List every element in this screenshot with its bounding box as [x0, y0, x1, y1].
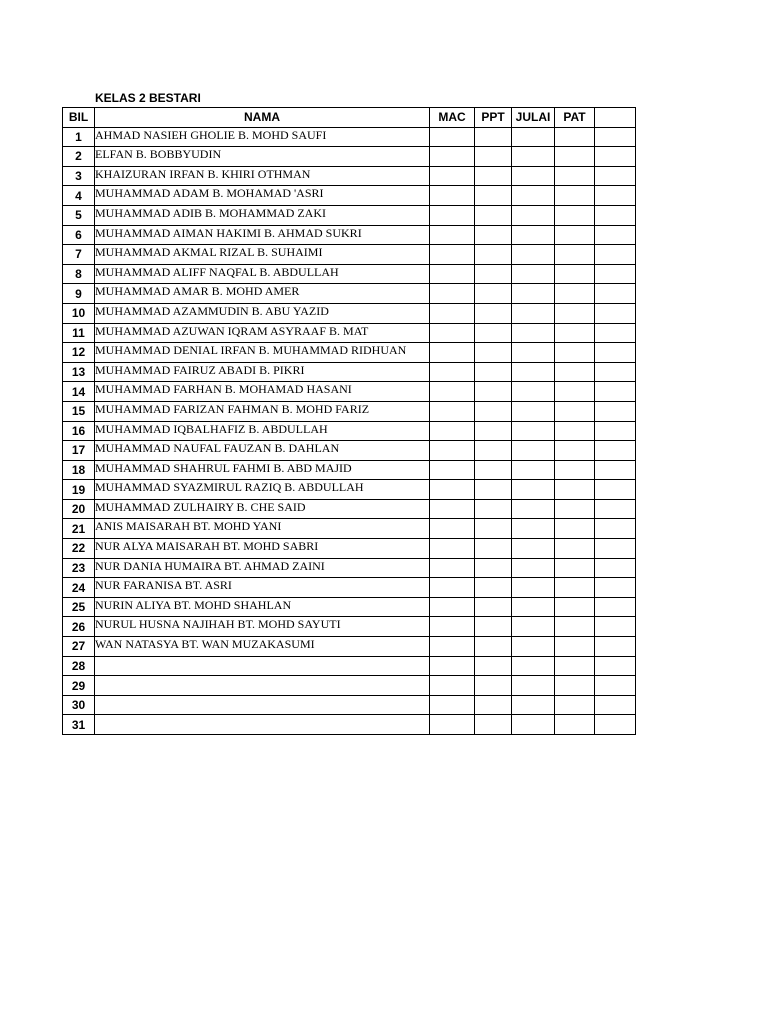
extra-cell: [595, 617, 636, 637]
julai-cell: [512, 499, 555, 519]
mac-cell: [430, 539, 475, 559]
student-name: [95, 676, 430, 696]
extra-cell: [595, 303, 636, 323]
ppt-cell: [475, 225, 512, 245]
student-name: MUHAMMAD ZULHAIRY B. CHE SAID: [95, 499, 430, 519]
row-number: 27: [63, 637, 95, 657]
extra-cell: [595, 499, 636, 519]
mac-cell: [430, 617, 475, 637]
student-name: [95, 656, 430, 676]
pat-cell: [555, 617, 595, 637]
mac-cell: [430, 597, 475, 617]
ppt-cell: [475, 421, 512, 441]
student-name: MUHAMMAD SYAZMIRUL RAZIQ B. ABDULLAH: [95, 480, 430, 500]
student-name: MUHAMMAD AMAR B. MOHD AMER: [95, 284, 430, 304]
extra-cell: [595, 205, 636, 225]
julai-cell: [512, 597, 555, 617]
row-number: 5: [63, 205, 95, 225]
ppt-cell: [475, 460, 512, 480]
mac-cell: [430, 303, 475, 323]
ppt-cell: [475, 362, 512, 382]
julai-cell: [512, 715, 555, 735]
ppt-cell: [475, 323, 512, 343]
row-number: 24: [63, 578, 95, 598]
mac-cell: [430, 715, 475, 735]
ppt-cell: [475, 558, 512, 578]
julai-cell: [512, 264, 555, 284]
ppt-cell: [475, 127, 512, 147]
row-number: 30: [63, 695, 95, 715]
mac-cell: [430, 695, 475, 715]
student-name: KHAIZURAN IRFAN B. KHIRI OTHMAN: [95, 166, 430, 186]
table-row: [63, 323, 636, 343]
ppt-cell: [475, 519, 512, 539]
pat-cell: [555, 676, 595, 696]
row-number: 23: [63, 558, 95, 578]
table-row: [63, 401, 636, 421]
table-row: [63, 343, 636, 363]
table-row: [63, 382, 636, 402]
extra-cell: [595, 460, 636, 480]
pat-cell: [555, 127, 595, 147]
extra-cell: [595, 225, 636, 245]
mac-cell: [430, 225, 475, 245]
table-row: [63, 441, 636, 461]
row-number: 25: [63, 597, 95, 617]
student-name: NUR DANIA HUMAIRA BT. AHMAD ZAINI: [95, 558, 430, 578]
row-number: 29: [63, 676, 95, 696]
row-number: 8: [63, 264, 95, 284]
student-name: ELFAN B. BOBBYUDIN: [95, 147, 430, 167]
table-row: [63, 460, 636, 480]
ppt-cell: [475, 441, 512, 461]
extra-cell: [595, 382, 636, 402]
header-nama: NAMA: [95, 108, 430, 128]
mac-cell: [430, 676, 475, 696]
ppt-cell: [475, 205, 512, 225]
pat-cell: [555, 637, 595, 657]
mac-cell: [430, 127, 475, 147]
mac-cell: [430, 499, 475, 519]
ppt-cell: [475, 676, 512, 696]
ppt-cell: [475, 695, 512, 715]
julai-cell: [512, 205, 555, 225]
header-julai: JULAI: [512, 108, 555, 128]
julai-cell: [512, 225, 555, 245]
julai-cell: [512, 558, 555, 578]
ppt-cell: [475, 480, 512, 500]
row-number: 6: [63, 225, 95, 245]
table-row: [63, 578, 636, 598]
extra-cell: [595, 578, 636, 598]
table-row: [63, 499, 636, 519]
extra-cell: [595, 421, 636, 441]
row-number: 4: [63, 186, 95, 206]
student-name: MUHAMMAD FARHAN B. MOHAMAD HASANI: [95, 382, 430, 402]
student-name: MUHAMMAD IQBALHAFIZ B. ABDULLAH: [95, 421, 430, 441]
header-bil: BIL: [63, 108, 95, 128]
table-row: [63, 558, 636, 578]
row-number: 13: [63, 362, 95, 382]
student-name: NUR FARANISA BT. ASRI: [95, 578, 430, 598]
student-name: MUHAMMAD AZUWAN IQRAM ASYRAAF B. MAT: [95, 323, 430, 343]
header-pat: PAT: [555, 108, 595, 128]
table-row: [63, 480, 636, 500]
pat-cell: [555, 499, 595, 519]
julai-cell: [512, 460, 555, 480]
mac-cell: [430, 656, 475, 676]
extra-cell: [595, 715, 636, 735]
julai-cell: [512, 382, 555, 402]
header-row: [63, 108, 636, 128]
julai-cell: [512, 578, 555, 598]
student-name: MUHAMMAD ALIFF NAQFAL B. ABDULLAH: [95, 264, 430, 284]
ppt-cell: [475, 637, 512, 657]
extra-cell: [595, 264, 636, 284]
row-number: 21: [63, 519, 95, 539]
julai-cell: [512, 166, 555, 186]
student-name: NURUL HUSNA NAJIHAH BT. MOHD SAYUTI: [95, 617, 430, 637]
row-number: 22: [63, 539, 95, 559]
julai-cell: [512, 362, 555, 382]
table-row: [63, 127, 636, 147]
table-row: [63, 205, 636, 225]
julai-cell: [512, 519, 555, 539]
extra-cell: [595, 245, 636, 265]
julai-cell: [512, 480, 555, 500]
mac-cell: [430, 166, 475, 186]
pat-cell: [555, 519, 595, 539]
row-number: 11: [63, 323, 95, 343]
student-name: MUHAMMAD FAIRUZ ABADI B. PIKRI: [95, 362, 430, 382]
extra-cell: [595, 539, 636, 559]
pat-cell: [555, 401, 595, 421]
table-row: [63, 186, 636, 206]
mac-cell: [430, 401, 475, 421]
ppt-cell: [475, 245, 512, 265]
table-row: [63, 715, 636, 735]
ppt-cell: [475, 539, 512, 559]
header-extra: [595, 108, 636, 128]
student-name: MUHAMMAD ADIB B. MOHAMMAD ZAKI: [95, 205, 430, 225]
row-number: 14: [63, 382, 95, 402]
pat-cell: [555, 421, 595, 441]
extra-cell: [595, 401, 636, 421]
mac-cell: [430, 460, 475, 480]
extra-cell: [595, 656, 636, 676]
table-row: [63, 637, 636, 657]
mac-cell: [430, 441, 475, 461]
extra-cell: [595, 343, 636, 363]
row-number: 18: [63, 460, 95, 480]
row-number: 2: [63, 147, 95, 167]
row-number: 19: [63, 480, 95, 500]
header-ppt: PPT: [475, 108, 512, 128]
row-number: 20: [63, 499, 95, 519]
julai-cell: [512, 695, 555, 715]
pat-cell: [555, 225, 595, 245]
julai-cell: [512, 656, 555, 676]
table-row: [63, 166, 636, 186]
table-row: [63, 284, 636, 304]
extra-cell: [595, 362, 636, 382]
student-name: AHMAD NASIEH GHOLIE B. MOHD SAUFI: [95, 127, 430, 147]
mac-cell: [430, 264, 475, 284]
mac-cell: [430, 637, 475, 657]
pat-cell: [555, 147, 595, 167]
mac-cell: [430, 578, 475, 598]
extra-cell: [595, 323, 636, 343]
ppt-cell: [475, 382, 512, 402]
table-row: [63, 617, 636, 637]
row-number: 26: [63, 617, 95, 637]
julai-cell: [512, 245, 555, 265]
mac-cell: [430, 480, 475, 500]
ppt-cell: [475, 715, 512, 735]
student-name: MUHAMMAD AZAMMUDIN B. ABU YAZID: [95, 303, 430, 323]
ppt-cell: [475, 166, 512, 186]
extra-cell: [595, 166, 636, 186]
julai-cell: [512, 617, 555, 637]
student-name: [95, 715, 430, 735]
student-name: MUHAMMAD AKMAL RIZAL B. SUHAIMI: [95, 245, 430, 265]
extra-cell: [595, 441, 636, 461]
student-name: MUHAMMAD FARIZAN FAHMAN B. MOHD FARIZ: [95, 401, 430, 421]
extra-cell: [595, 284, 636, 304]
student-name: MUHAMMAD SHAHRUL FAHMI B. ABD MAJID: [95, 460, 430, 480]
julai-cell: [512, 284, 555, 304]
ppt-cell: [475, 303, 512, 323]
ppt-cell: [475, 578, 512, 598]
table-row: [63, 539, 636, 559]
row-number: 10: [63, 303, 95, 323]
row-number: 7: [63, 245, 95, 265]
table-row: [63, 245, 636, 265]
student-name: MUHAMMAD ADAM B. MOHAMAD 'ASRI: [95, 186, 430, 206]
student-name: WAN NATASYA BT. WAN MUZAKASUMI: [95, 637, 430, 657]
extra-cell: [595, 637, 636, 657]
pat-cell: [555, 186, 595, 206]
table-row: [63, 362, 636, 382]
extra-cell: [595, 695, 636, 715]
mac-cell: [430, 558, 475, 578]
table-row: [63, 303, 636, 323]
ppt-cell: [475, 656, 512, 676]
mac-cell: [430, 343, 475, 363]
pat-cell: [555, 460, 595, 480]
table-row: [63, 147, 636, 167]
ppt-cell: [475, 147, 512, 167]
row-number: 3: [63, 166, 95, 186]
table-row: [63, 225, 636, 245]
ppt-cell: [475, 499, 512, 519]
row-number: 9: [63, 284, 95, 304]
student-name: MUHAMMAD AIMAN HAKIMI B. AHMAD SUKRI: [95, 225, 430, 245]
pat-cell: [555, 284, 595, 304]
roster-body: [63, 127, 636, 734]
pat-cell: [555, 480, 595, 500]
extra-cell: [595, 558, 636, 578]
extra-cell: [595, 676, 636, 696]
julai-cell: [512, 343, 555, 363]
pat-cell: [555, 558, 595, 578]
mac-cell: [430, 519, 475, 539]
pat-cell: [555, 441, 595, 461]
student-roster-table: [62, 107, 636, 735]
student-name: NUR ALYA MAISARAH BT. MOHD SABRI: [95, 539, 430, 559]
pat-cell: [555, 715, 595, 735]
pat-cell: [555, 323, 595, 343]
pat-cell: [555, 205, 595, 225]
ppt-cell: [475, 343, 512, 363]
julai-cell: [512, 676, 555, 696]
mac-cell: [430, 323, 475, 343]
julai-cell: [512, 303, 555, 323]
table-row: [63, 597, 636, 617]
julai-cell: [512, 401, 555, 421]
row-number: 17: [63, 441, 95, 461]
julai-cell: [512, 127, 555, 147]
table-row: [63, 519, 636, 539]
student-name: ANIS MAISARAH BT. MOHD YANI: [95, 519, 430, 539]
mac-cell: [430, 382, 475, 402]
julai-cell: [512, 323, 555, 343]
ppt-cell: [475, 401, 512, 421]
header-mac: MAC: [430, 108, 475, 128]
ppt-cell: [475, 617, 512, 637]
julai-cell: [512, 441, 555, 461]
julai-cell: [512, 147, 555, 167]
extra-cell: [595, 519, 636, 539]
row-number: 12: [63, 343, 95, 363]
julai-cell: [512, 637, 555, 657]
pat-cell: [555, 695, 595, 715]
julai-cell: [512, 539, 555, 559]
mac-cell: [430, 421, 475, 441]
mac-cell: [430, 186, 475, 206]
row-number: 31: [63, 715, 95, 735]
pat-cell: [555, 245, 595, 265]
pat-cell: [555, 362, 595, 382]
pat-cell: [555, 303, 595, 323]
pat-cell: [555, 166, 595, 186]
extra-cell: [595, 186, 636, 206]
ppt-cell: [475, 186, 512, 206]
ppt-cell: [475, 264, 512, 284]
julai-cell: [512, 421, 555, 441]
mac-cell: [430, 205, 475, 225]
extra-cell: [595, 147, 636, 167]
ppt-cell: [475, 284, 512, 304]
table-row: [63, 676, 636, 696]
pat-cell: [555, 597, 595, 617]
julai-cell: [512, 186, 555, 206]
pat-cell: [555, 264, 595, 284]
student-name: NURIN ALIYA BT. MOHD SHAHLAN: [95, 597, 430, 617]
pat-cell: [555, 656, 595, 676]
table-row: [63, 695, 636, 715]
row-number: 1: [63, 127, 95, 147]
extra-cell: [595, 127, 636, 147]
extra-cell: [595, 597, 636, 617]
pat-cell: [555, 343, 595, 363]
pat-cell: [555, 539, 595, 559]
pat-cell: [555, 382, 595, 402]
mac-cell: [430, 362, 475, 382]
mac-cell: [430, 245, 475, 265]
row-number: 28: [63, 656, 95, 676]
student-name: [95, 695, 430, 715]
class-title: KELAS 2 BESTARI: [95, 91, 201, 105]
student-name: MUHAMMAD DENIAL IRFAN B. MUHAMMAD RIDHUAN: [95, 343, 430, 363]
mac-cell: [430, 284, 475, 304]
row-number: 16: [63, 421, 95, 441]
extra-cell: [595, 480, 636, 500]
table-row: [63, 421, 636, 441]
table-row: [63, 656, 636, 676]
ppt-cell: [475, 597, 512, 617]
pat-cell: [555, 578, 595, 598]
table-row: [63, 264, 636, 284]
mac-cell: [430, 147, 475, 167]
row-number: 15: [63, 401, 95, 421]
student-name: MUHAMMAD NAUFAL FAUZAN B. DAHLAN: [95, 441, 430, 461]
